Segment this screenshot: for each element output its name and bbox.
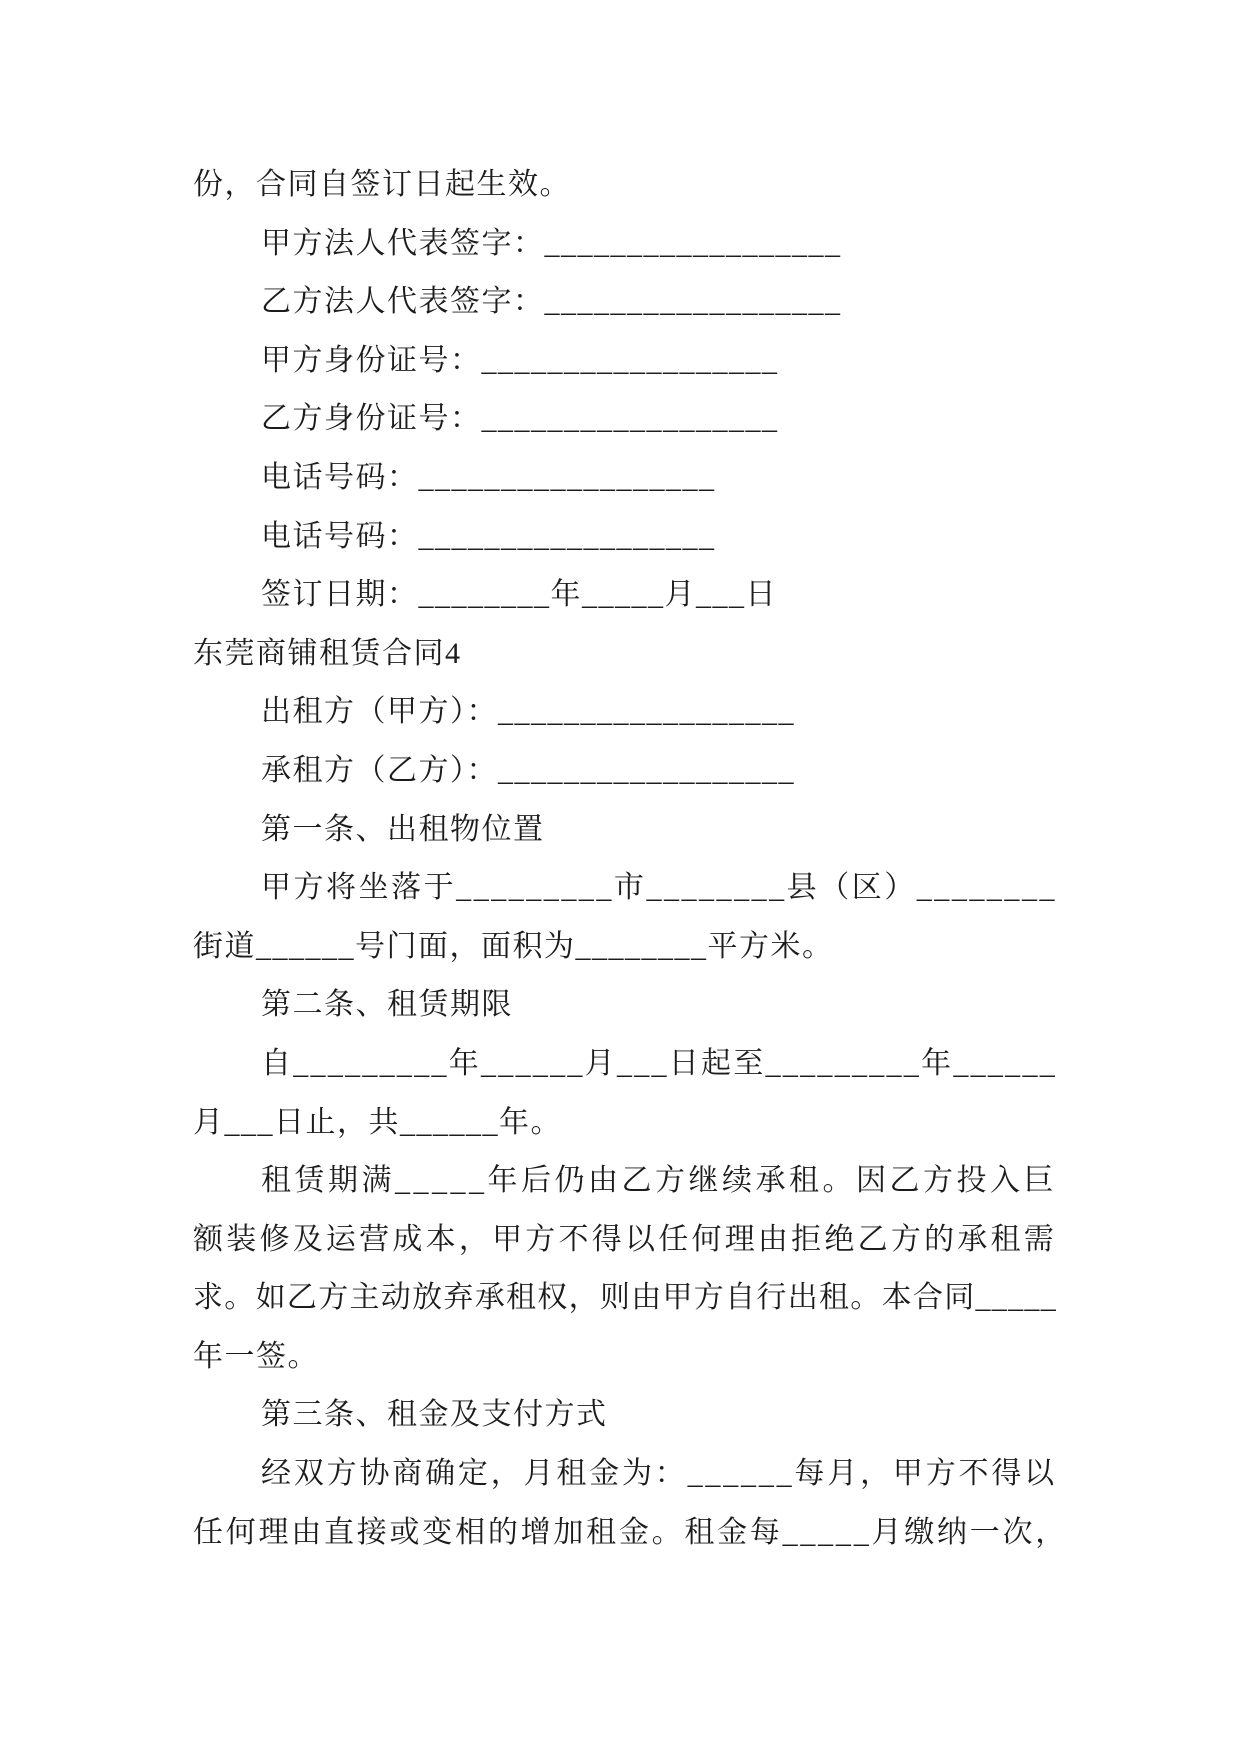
text-line — [193, 918, 1057, 977]
article-2-text: 年一签。 — [193, 1339, 319, 1373]
party-b-rep-signature-field: 乙方法人代表签字：__________________ — [261, 285, 842, 319]
text-line — [261, 801, 1057, 860]
text-line — [261, 390, 1057, 449]
text-line — [261, 742, 1057, 801]
text-line — [193, 156, 1057, 215]
text-line — [193, 1211, 1057, 1270]
text-line — [261, 215, 1057, 274]
article-1-heading: 第一条、出租物位置 — [261, 812, 545, 846]
closing-line: 份，合同自签订日起生效。 — [193, 168, 571, 201]
lessor-field: 出租方（甲方）：__________________ — [261, 695, 795, 729]
party-a-rep-signature-field: 甲方法人代表签字：__________________ — [261, 226, 842, 260]
text-line — [261, 449, 1057, 508]
text-line — [261, 1152, 1057, 1211]
article-3-text: 任何理由直接或变相的增加租金。租金每_____月缴纳一次， — [193, 1515, 1068, 1549]
article-1-text: 街道______号门面，面积为________平方米。 — [193, 929, 834, 963]
text-line — [261, 332, 1057, 391]
text-line — [261, 1386, 1057, 1445]
text-line — [261, 273, 1057, 332]
article-2-text: 租赁期满_____年后仍由乙方继续承租。因乙方投入巨 — [261, 1164, 1057, 1198]
lessee-field: 承租方（乙方）：__________________ — [261, 753, 795, 787]
party-a-id-number-field: 甲方身份证号：__________________ — [261, 343, 779, 377]
article-2-text: 额装修及运营成本，甲方不得以任何理由拒绝乙方的承租需 — [193, 1222, 1057, 1256]
article-2-text: 求。如乙方主动放弃承租权，则由甲方自行出租。本合同_____ — [193, 1281, 1057, 1315]
article-2-heading: 第二条、租赁期限 — [261, 988, 513, 1022]
article-2-text: 自_________年______月___日起至_________年______ — [261, 1046, 1057, 1080]
article-2-text: 月___日止，共______年。 — [193, 1105, 562, 1139]
text-line — [261, 566, 1057, 625]
article-3-text: 经双方协商确定，月租金为：______每月，甲方不得以 — [261, 1457, 1057, 1491]
text-line — [261, 1445, 1057, 1504]
party-b-id-number-field: 乙方身份证号：__________________ — [261, 402, 779, 436]
text-line — [261, 976, 1057, 1035]
text-line — [193, 1269, 1057, 1328]
text-line — [193, 1504, 1068, 1563]
text-line — [261, 1035, 1057, 1094]
article-3-heading: 第三条、租金及支付方式 — [261, 1398, 608, 1432]
phone-number-field: 电话号码：__________________ — [261, 519, 716, 553]
signing-date-field: 签订日期：________年_____月___日 — [261, 578, 777, 612]
text-line — [193, 1328, 1057, 1387]
document-body — [0, 156, 1241, 1562]
text-line — [261, 859, 1057, 918]
text-line — [261, 508, 1057, 567]
phone-number-field: 电话号码：__________________ — [261, 460, 716, 494]
contract-title: 东莞商铺租赁合同4 — [193, 636, 462, 670]
article-1-text: 甲方将坐落于_________市________县（区）________ — [261, 871, 1057, 905]
text-line — [193, 625, 1057, 684]
text-line — [193, 1094, 1057, 1153]
text-line — [261, 683, 1057, 742]
